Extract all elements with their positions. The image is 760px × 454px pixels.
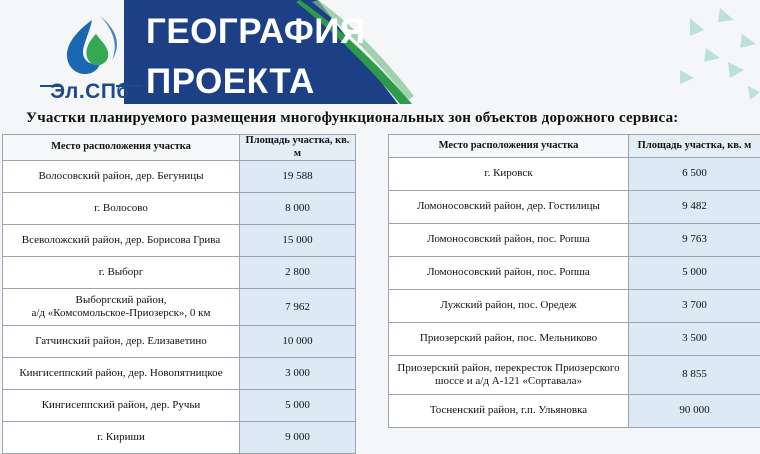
cell-area: 3 700 — [629, 290, 760, 323]
column-header-area: Площадь участка, кв. м — [240, 135, 356, 161]
table-row — [389, 290, 760, 323]
logo-text: Эл.СПб — [34, 80, 146, 104]
table-header-row — [3, 135, 356, 161]
table-row — [389, 224, 760, 257]
table-row — [3, 358, 356, 390]
cell-area: 8 000 — [240, 193, 356, 225]
cell-area: 9 763 — [629, 224, 760, 257]
cell-area: 9 482 — [629, 191, 760, 224]
table-row — [389, 395, 760, 428]
cell-location: Ломоносовский район, пос. Ропша — [389, 224, 629, 257]
table-row — [3, 422, 356, 454]
cell-location: г. Кириши — [3, 422, 240, 454]
sites-table-left — [2, 134, 356, 454]
table-row — [3, 161, 356, 193]
page-title-line2: ПРОЕКТА — [146, 62, 315, 102]
cell-location: Тосненский район, г.п. Ульяновка — [389, 395, 629, 428]
cell-area: 9 000 — [240, 422, 356, 454]
table-row — [389, 158, 760, 191]
cell-area: 7 962 — [240, 289, 356, 326]
column-header-location: Место расположения участка — [3, 135, 240, 161]
cell-area: 2 800 — [240, 257, 356, 289]
cell-location: Кингисеппский район, дер. Ручьи — [3, 390, 240, 422]
cell-area: 6 500 — [629, 158, 760, 191]
cell-location: Ломоносовский район, пос. Ропша — [389, 257, 629, 290]
cell-location-line1: Приозерский район, перекресток Приозерского — [397, 362, 619, 374]
cell-area: 5 000 — [240, 390, 356, 422]
table-header-row — [389, 135, 760, 158]
table-row — [3, 326, 356, 358]
cell-location — [3, 289, 240, 326]
table-row — [389, 191, 760, 224]
header-banner — [0, 0, 760, 108]
cell-area: 5 000 — [629, 257, 760, 290]
cell-location — [389, 356, 629, 395]
page-title-line1: ГЕОГРАФИЯ — [146, 12, 366, 52]
column-header-location: Место расположения участка — [389, 135, 629, 158]
cell-location: Ломоносовский район, дер. Гостилицы — [389, 191, 629, 224]
cell-location-line1: Выборгский район, — [76, 294, 167, 306]
cell-location-line2: шоссе и а/д А-121 «Сортавала» — [435, 375, 582, 387]
cell-location: Кингисеппский район, дер. Новопятницкое — [3, 358, 240, 390]
table-row — [389, 356, 760, 395]
table-row — [389, 257, 760, 290]
cell-location: Лужский район, пос. Оредеж — [389, 290, 629, 323]
cell-location: г. Кировск — [389, 158, 629, 191]
cell-location: г. Выборг — [3, 257, 240, 289]
cell-location-line2: а/д «Комсомольское-Приозерск», 0 км — [31, 307, 210, 319]
sites-table-right — [388, 134, 760, 428]
cell-area: 3 500 — [629, 323, 760, 356]
cell-location: Волосовский район, дер. Бегуницы — [3, 161, 240, 193]
table-row — [389, 323, 760, 356]
table-caption: Участки планируемого размещения многофункциональных зон объектов дорожного сервиса: — [26, 110, 746, 127]
cell-area: 10 000 — [240, 326, 356, 358]
cell-area: 3 000 — [240, 358, 356, 390]
cell-area: 15 000 — [240, 225, 356, 257]
table-row — [3, 257, 356, 289]
cell-location: Всеволожский район, дер. Борисова Грива — [3, 225, 240, 257]
cell-location: Гатчинский район, дер. Елизаветино — [3, 326, 240, 358]
cell-location: г. Волосово — [3, 193, 240, 225]
table-row — [3, 193, 356, 225]
table-row — [3, 225, 356, 257]
cell-area: 19 588 — [240, 161, 356, 193]
table-row — [3, 390, 356, 422]
column-header-area: Площадь участка, кв. м — [629, 135, 760, 158]
cell-area: 8 855 — [629, 356, 760, 395]
table-row — [3, 289, 356, 326]
cell-location: Приозерский район, пос. Мельниково — [389, 323, 629, 356]
cell-area: 90 000 — [629, 395, 760, 428]
